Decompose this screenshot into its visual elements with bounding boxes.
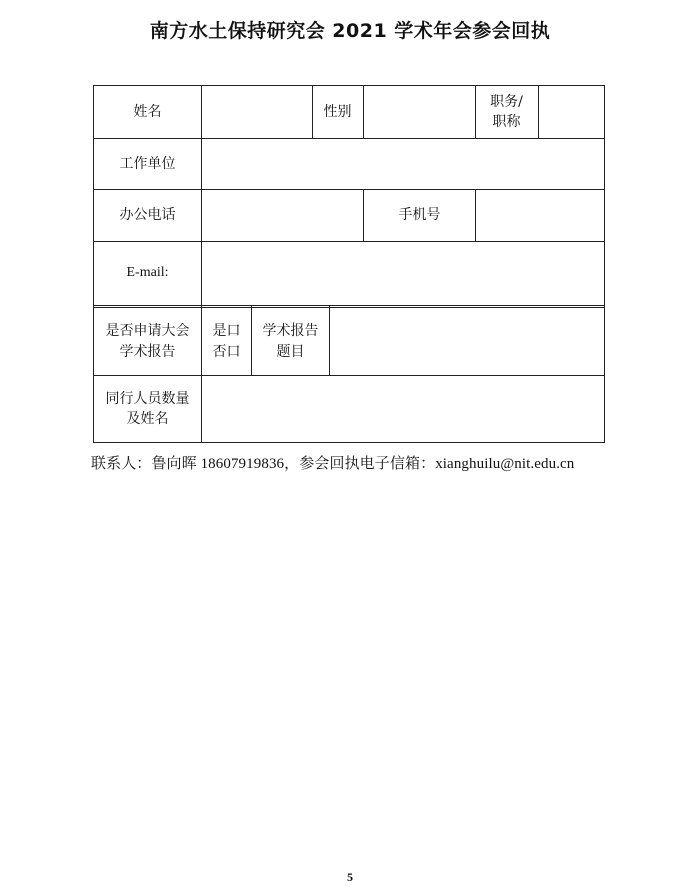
office-phone-label: 办公电话: [119, 207, 176, 224]
companions-line2: 及姓名: [126, 411, 169, 427]
email-label: E-mail:: [126, 265, 169, 281]
page-number: 5: [347, 870, 353, 884]
registration-form-table: [93, 85, 605, 443]
apply-report-line2: 学术报告: [119, 343, 176, 360]
mobile-field[interactable]: [476, 190, 603, 241]
contact-email-prefix: ，参会回执电子信箱：: [284, 456, 436, 472]
position-title-field[interactable]: [539, 86, 603, 138]
apply-report-line1: 是否申请大会: [105, 323, 190, 340]
contact-phone: 18607919836: [200, 456, 285, 472]
yes-checkbox[interactable]: 是口: [212, 323, 241, 340]
mobile-label: 手机号: [398, 207, 441, 224]
contact-line: [91, 452, 574, 473]
work-unit-label: 工作单位: [119, 155, 176, 172]
companions-line1: 同行人员数量: [105, 390, 190, 407]
position-label-line1: 职务/: [490, 93, 523, 110]
contact-person: 联系人：鲁向晖: [91, 456, 201, 472]
apply-report-options: [202, 308, 251, 375]
work-unit-field[interactable]: [202, 139, 603, 189]
companions-label: [94, 376, 201, 442]
contact-email[interactable]: xianghuilu@nit.edu.cn: [435, 456, 575, 472]
report-title-field[interactable]: [330, 308, 603, 375]
report-title-label: [252, 308, 329, 375]
name-field[interactable]: [202, 86, 312, 138]
position-label-line2: 职称: [492, 114, 521, 130]
name-label: 姓名: [133, 103, 162, 120]
companions-field[interactable]: [202, 376, 603, 442]
position-title-label: [475, 86, 538, 138]
report-title-line1: 学术报告: [262, 323, 319, 340]
no-checkbox[interactable]: 否口: [212, 343, 241, 360]
apply-report-label: [94, 308, 201, 375]
page-title: 南方水土保持研究会 2021 学术年会参会回执: [149, 20, 551, 42]
gender-label: 性别: [323, 103, 352, 120]
office-phone-field[interactable]: [202, 190, 363, 241]
email-field[interactable]: [202, 242, 603, 305]
gender-field[interactable]: [364, 86, 475, 138]
report-title-line2: 题目: [276, 343, 305, 360]
